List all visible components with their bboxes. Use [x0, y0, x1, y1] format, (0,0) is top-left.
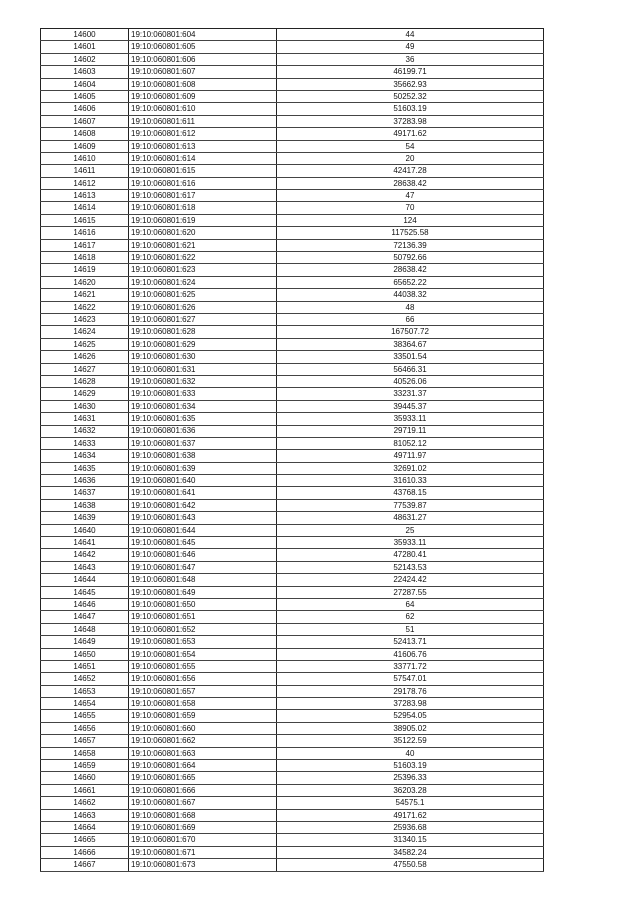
- row-id-cell: 14618: [41, 252, 129, 264]
- table-row: [41, 673, 544, 685]
- row-timestamp-cell: 19:10:060801:656: [129, 673, 277, 685]
- table-row: [41, 29, 544, 41]
- table-row: [41, 202, 544, 214]
- row-value-cell: 57547.01: [277, 673, 544, 685]
- row-value-cell: 62: [277, 611, 544, 623]
- table-row: [41, 140, 544, 152]
- row-id-cell: 14635: [41, 462, 129, 474]
- row-value-cell: 70: [277, 202, 544, 214]
- table-row: [41, 115, 544, 127]
- row-id-cell: 14664: [41, 822, 129, 834]
- row-value-cell: 37283.98: [277, 115, 544, 127]
- row-timestamp-cell: 19:10:060801:609: [129, 90, 277, 102]
- row-timestamp-cell: 19:10:060801:624: [129, 276, 277, 288]
- row-timestamp-cell: 19:10:060801:618: [129, 202, 277, 214]
- table-row: [41, 252, 544, 264]
- row-id-cell: 14640: [41, 524, 129, 536]
- row-id-cell: 14638: [41, 499, 129, 511]
- table-row: [41, 103, 544, 115]
- row-timestamp-cell: 19:10:060801:667: [129, 797, 277, 809]
- row-value-cell: 29178.76: [277, 685, 544, 697]
- table-row: [41, 561, 544, 573]
- row-timestamp-cell: 19:10:060801:621: [129, 239, 277, 251]
- row-timestamp-cell: 19:10:060801:647: [129, 561, 277, 573]
- row-id-cell: 14603: [41, 66, 129, 78]
- row-value-cell: 42417.28: [277, 165, 544, 177]
- row-value-cell: 28638.42: [277, 264, 544, 276]
- table-row: [41, 834, 544, 846]
- row-id-cell: 14625: [41, 338, 129, 350]
- row-value-cell: 66: [277, 313, 544, 325]
- row-timestamp-cell: 19:10:060801:646: [129, 549, 277, 561]
- row-timestamp-cell: 19:10:060801:632: [129, 375, 277, 387]
- table-row: [41, 128, 544, 140]
- table-row: [41, 338, 544, 350]
- row-timestamp-cell: 19:10:060801:648: [129, 574, 277, 586]
- table-row: [41, 388, 544, 400]
- table-row: [41, 227, 544, 239]
- row-timestamp-cell: 19:10:060801:626: [129, 301, 277, 313]
- row-timestamp-cell: 19:10:060801:670: [129, 834, 277, 846]
- row-id-cell: 14628: [41, 375, 129, 387]
- row-id-cell: 14621: [41, 289, 129, 301]
- table-row: [41, 239, 544, 251]
- row-id-cell: 14619: [41, 264, 129, 276]
- row-id-cell: 14648: [41, 623, 129, 635]
- row-timestamp-cell: 19:10:060801:637: [129, 437, 277, 449]
- row-timestamp-cell: 19:10:060801:663: [129, 747, 277, 759]
- row-id-cell: 14653: [41, 685, 129, 697]
- row-value-cell: 50792.66: [277, 252, 544, 264]
- row-value-cell: 48631.27: [277, 512, 544, 524]
- row-value-cell: 49171.62: [277, 128, 544, 140]
- row-value-cell: 33231.37: [277, 388, 544, 400]
- row-value-cell: 38364.67: [277, 338, 544, 350]
- row-value-cell: 33501.54: [277, 351, 544, 363]
- table-row: [41, 41, 544, 53]
- row-value-cell: 124: [277, 214, 544, 226]
- row-value-cell: 52413.71: [277, 636, 544, 648]
- row-id-cell: 14644: [41, 574, 129, 586]
- row-timestamp-cell: 19:10:060801:630: [129, 351, 277, 363]
- row-timestamp-cell: 19:10:060801:622: [129, 252, 277, 264]
- table-row: [41, 698, 544, 710]
- row-value-cell: 31340.15: [277, 834, 544, 846]
- row-value-cell: 51603.19: [277, 103, 544, 115]
- row-timestamp-cell: 19:10:060801:631: [129, 363, 277, 375]
- row-id-cell: 14645: [41, 586, 129, 598]
- row-timestamp-cell: 19:10:060801:636: [129, 425, 277, 437]
- row-id-cell: 14631: [41, 413, 129, 425]
- row-timestamp-cell: 19:10:060801:645: [129, 537, 277, 549]
- row-value-cell: 33771.72: [277, 660, 544, 672]
- row-id-cell: 14650: [41, 648, 129, 660]
- table-row: [41, 735, 544, 747]
- row-id-cell: 14643: [41, 561, 129, 573]
- row-id-cell: 14660: [41, 772, 129, 784]
- row-value-cell: 50252.32: [277, 90, 544, 102]
- table-row: [41, 78, 544, 90]
- table-row: [41, 611, 544, 623]
- row-id-cell: 14604: [41, 78, 129, 90]
- row-timestamp-cell: 19:10:060801:616: [129, 177, 277, 189]
- row-timestamp-cell: 19:10:060801:625: [129, 289, 277, 301]
- row-value-cell: 77539.87: [277, 499, 544, 511]
- table-row: [41, 351, 544, 363]
- row-timestamp-cell: 19:10:060801:669: [129, 822, 277, 834]
- row-id-cell: 14615: [41, 214, 129, 226]
- row-id-cell: 14600: [41, 29, 129, 41]
- row-id-cell: 14636: [41, 475, 129, 487]
- row-value-cell: 25: [277, 524, 544, 536]
- table-body: [41, 29, 544, 872]
- table-row: [41, 214, 544, 226]
- table-row: [41, 797, 544, 809]
- row-value-cell: 44038.32: [277, 289, 544, 301]
- row-id-cell: 14659: [41, 760, 129, 772]
- row-timestamp-cell: 19:10:060801:668: [129, 809, 277, 821]
- row-id-cell: 14632: [41, 425, 129, 437]
- row-value-cell: 167507.72: [277, 326, 544, 338]
- row-timestamp-cell: 19:10:060801:638: [129, 450, 277, 462]
- table-row: [41, 363, 544, 375]
- row-id-cell: 14639: [41, 512, 129, 524]
- row-id-cell: 14666: [41, 846, 129, 858]
- row-value-cell: 81052.12: [277, 437, 544, 449]
- row-value-cell: 43768.15: [277, 487, 544, 499]
- row-timestamp-cell: 19:10:060801:612: [129, 128, 277, 140]
- row-timestamp-cell: 19:10:060801:640: [129, 475, 277, 487]
- row-timestamp-cell: 19:10:060801:643: [129, 512, 277, 524]
- row-timestamp-cell: 19:10:060801:615: [129, 165, 277, 177]
- row-value-cell: 40: [277, 747, 544, 759]
- row-timestamp-cell: 19:10:060801:651: [129, 611, 277, 623]
- row-id-cell: 14667: [41, 859, 129, 871]
- row-id-cell: 14663: [41, 809, 129, 821]
- table-row: [41, 648, 544, 660]
- row-timestamp-cell: 19:10:060801:671: [129, 846, 277, 858]
- row-id-cell: 14627: [41, 363, 129, 375]
- table-row: [41, 177, 544, 189]
- row-id-cell: 14602: [41, 53, 129, 65]
- row-timestamp-cell: 19:10:060801:607: [129, 66, 277, 78]
- row-value-cell: 49: [277, 41, 544, 53]
- row-timestamp-cell: 19:10:060801:642: [129, 499, 277, 511]
- row-value-cell: 36: [277, 53, 544, 65]
- row-timestamp-cell: 19:10:060801:628: [129, 326, 277, 338]
- row-timestamp-cell: 19:10:060801:652: [129, 623, 277, 635]
- row-value-cell: 41606.76: [277, 648, 544, 660]
- table-row: [41, 90, 544, 102]
- row-value-cell: 28638.42: [277, 177, 544, 189]
- row-value-cell: 36203.28: [277, 784, 544, 796]
- row-value-cell: 37283.98: [277, 698, 544, 710]
- table-row: [41, 152, 544, 164]
- table-row: [41, 413, 544, 425]
- row-id-cell: 14622: [41, 301, 129, 313]
- table-row: [41, 549, 544, 561]
- row-id-cell: 14651: [41, 660, 129, 672]
- row-value-cell: 72136.39: [277, 239, 544, 251]
- row-timestamp-cell: 19:10:060801:653: [129, 636, 277, 648]
- table-row: [41, 375, 544, 387]
- row-value-cell: 52954.05: [277, 710, 544, 722]
- row-id-cell: 14606: [41, 103, 129, 115]
- row-id-cell: 14655: [41, 710, 129, 722]
- row-timestamp-cell: 19:10:060801:665: [129, 772, 277, 784]
- table-row: [41, 722, 544, 734]
- table-row: [41, 574, 544, 586]
- table-row: [41, 313, 544, 325]
- row-id-cell: 14649: [41, 636, 129, 648]
- table-row: [41, 859, 544, 871]
- data-table: [40, 28, 544, 872]
- table-row: [41, 165, 544, 177]
- row-timestamp-cell: 19:10:060801:639: [129, 462, 277, 474]
- row-value-cell: 35122.59: [277, 735, 544, 747]
- row-value-cell: 51603.19: [277, 760, 544, 772]
- row-id-cell: 14609: [41, 140, 129, 152]
- row-id-cell: 14630: [41, 400, 129, 412]
- row-timestamp-cell: 19:10:060801:635: [129, 413, 277, 425]
- row-id-cell: 14652: [41, 673, 129, 685]
- row-id-cell: 14646: [41, 598, 129, 610]
- table-row: [41, 760, 544, 772]
- table-row: [41, 190, 544, 202]
- row-id-cell: 14647: [41, 611, 129, 623]
- row-timestamp-cell: 19:10:060801:644: [129, 524, 277, 536]
- row-timestamp-cell: 19:10:060801:611: [129, 115, 277, 127]
- table-row: [41, 289, 544, 301]
- table-row: [41, 598, 544, 610]
- row-value-cell: 56466.31: [277, 363, 544, 375]
- row-id-cell: 14626: [41, 351, 129, 363]
- row-timestamp-cell: 19:10:060801:623: [129, 264, 277, 276]
- row-id-cell: 14612: [41, 177, 129, 189]
- row-timestamp-cell: 19:10:060801:627: [129, 313, 277, 325]
- row-value-cell: 29719.11: [277, 425, 544, 437]
- table-row: [41, 462, 544, 474]
- row-id-cell: 14662: [41, 797, 129, 809]
- row-timestamp-cell: 19:10:060801:605: [129, 41, 277, 53]
- table-row: [41, 499, 544, 511]
- row-timestamp-cell: 19:10:060801:658: [129, 698, 277, 710]
- table-row: [41, 822, 544, 834]
- row-value-cell: 64: [277, 598, 544, 610]
- row-timestamp-cell: 19:10:060801:654: [129, 648, 277, 660]
- table-row: [41, 772, 544, 784]
- row-timestamp-cell: 19:10:060801:620: [129, 227, 277, 239]
- row-id-cell: 14641: [41, 537, 129, 549]
- row-timestamp-cell: 19:10:060801:649: [129, 586, 277, 598]
- table-row: [41, 276, 544, 288]
- table-row: [41, 326, 544, 338]
- row-id-cell: 14642: [41, 549, 129, 561]
- table-row: [41, 524, 544, 536]
- row-timestamp-cell: 19:10:060801:619: [129, 214, 277, 226]
- table-row: [41, 53, 544, 65]
- row-id-cell: 14613: [41, 190, 129, 202]
- row-timestamp-cell: 19:10:060801:664: [129, 760, 277, 772]
- row-value-cell: 20: [277, 152, 544, 164]
- row-id-cell: 14624: [41, 326, 129, 338]
- row-value-cell: 34582.24: [277, 846, 544, 858]
- row-value-cell: 47550.58: [277, 859, 544, 871]
- row-value-cell: 52143.53: [277, 561, 544, 573]
- row-value-cell: 35933.11: [277, 537, 544, 549]
- row-value-cell: 65652.22: [277, 276, 544, 288]
- row-value-cell: 46199.71: [277, 66, 544, 78]
- row-timestamp-cell: 19:10:060801:660: [129, 722, 277, 734]
- row-value-cell: 25396.33: [277, 772, 544, 784]
- row-id-cell: 14623: [41, 313, 129, 325]
- row-id-cell: 14610: [41, 152, 129, 164]
- table-row: [41, 747, 544, 759]
- row-value-cell: 38905.02: [277, 722, 544, 734]
- row-value-cell: 25936.68: [277, 822, 544, 834]
- table-row: [41, 450, 544, 462]
- row-id-cell: 14657: [41, 735, 129, 747]
- row-value-cell: 49711.97: [277, 450, 544, 462]
- row-value-cell: 27287.55: [277, 586, 544, 598]
- row-value-cell: 117525.58: [277, 227, 544, 239]
- row-timestamp-cell: 19:10:060801:617: [129, 190, 277, 202]
- table-row: [41, 487, 544, 499]
- row-id-cell: 14637: [41, 487, 129, 499]
- row-timestamp-cell: 19:10:060801:634: [129, 400, 277, 412]
- table-row: [41, 710, 544, 722]
- row-id-cell: 14617: [41, 239, 129, 251]
- row-value-cell: 31610.33: [277, 475, 544, 487]
- table-row: [41, 636, 544, 648]
- row-id-cell: 14633: [41, 437, 129, 449]
- row-timestamp-cell: 19:10:060801:606: [129, 53, 277, 65]
- row-value-cell: 51: [277, 623, 544, 635]
- row-timestamp-cell: 19:10:060801:629: [129, 338, 277, 350]
- row-timestamp-cell: 19:10:060801:633: [129, 388, 277, 400]
- table-row: [41, 400, 544, 412]
- table-row: [41, 784, 544, 796]
- row-timestamp-cell: 19:10:060801:610: [129, 103, 277, 115]
- row-value-cell: 54575.1: [277, 797, 544, 809]
- row-id-cell: 14656: [41, 722, 129, 734]
- row-timestamp-cell: 19:10:060801:613: [129, 140, 277, 152]
- table-row: [41, 685, 544, 697]
- row-value-cell: 40526.06: [277, 375, 544, 387]
- row-value-cell: 35933.11: [277, 413, 544, 425]
- table-row: [41, 623, 544, 635]
- row-id-cell: 14654: [41, 698, 129, 710]
- row-timestamp-cell: 19:10:060801:650: [129, 598, 277, 610]
- row-value-cell: 47280.41: [277, 549, 544, 561]
- row-id-cell: 14634: [41, 450, 129, 462]
- row-value-cell: 47: [277, 190, 544, 202]
- row-value-cell: 39445.37: [277, 400, 544, 412]
- row-timestamp-cell: 19:10:060801:614: [129, 152, 277, 164]
- table-row: [41, 586, 544, 598]
- table-row: [41, 475, 544, 487]
- row-timestamp-cell: 19:10:060801:666: [129, 784, 277, 796]
- row-value-cell: 35662.93: [277, 78, 544, 90]
- row-timestamp-cell: 19:10:060801:659: [129, 710, 277, 722]
- row-timestamp-cell: 19:10:060801:604: [129, 29, 277, 41]
- row-timestamp-cell: 19:10:060801:608: [129, 78, 277, 90]
- row-id-cell: 14620: [41, 276, 129, 288]
- table-row: [41, 809, 544, 821]
- row-value-cell: 54: [277, 140, 544, 152]
- table-row: [41, 425, 544, 437]
- row-id-cell: 14607: [41, 115, 129, 127]
- row-value-cell: 32691.02: [277, 462, 544, 474]
- row-id-cell: 14665: [41, 834, 129, 846]
- row-value-cell: 48: [277, 301, 544, 313]
- table-row: [41, 66, 544, 78]
- row-value-cell: 22424.42: [277, 574, 544, 586]
- row-id-cell: 14614: [41, 202, 129, 214]
- row-id-cell: 14605: [41, 90, 129, 102]
- row-timestamp-cell: 19:10:060801:662: [129, 735, 277, 747]
- row-timestamp-cell: 19:10:060801:673: [129, 859, 277, 871]
- row-id-cell: 14616: [41, 227, 129, 239]
- table-row: [41, 846, 544, 858]
- table-row: [41, 301, 544, 313]
- row-id-cell: 14601: [41, 41, 129, 53]
- row-id-cell: 14629: [41, 388, 129, 400]
- row-timestamp-cell: 19:10:060801:641: [129, 487, 277, 499]
- row-timestamp-cell: 19:10:060801:657: [129, 685, 277, 697]
- row-id-cell: 14658: [41, 747, 129, 759]
- row-id-cell: 14608: [41, 128, 129, 140]
- row-id-cell: 14661: [41, 784, 129, 796]
- table-row: [41, 264, 544, 276]
- row-value-cell: 44: [277, 29, 544, 41]
- row-value-cell: 49171.62: [277, 809, 544, 821]
- table-row: [41, 437, 544, 449]
- table-row: [41, 537, 544, 549]
- table-row: [41, 512, 544, 524]
- table-row: [41, 660, 544, 672]
- row-timestamp-cell: 19:10:060801:655: [129, 660, 277, 672]
- row-id-cell: 14611: [41, 165, 129, 177]
